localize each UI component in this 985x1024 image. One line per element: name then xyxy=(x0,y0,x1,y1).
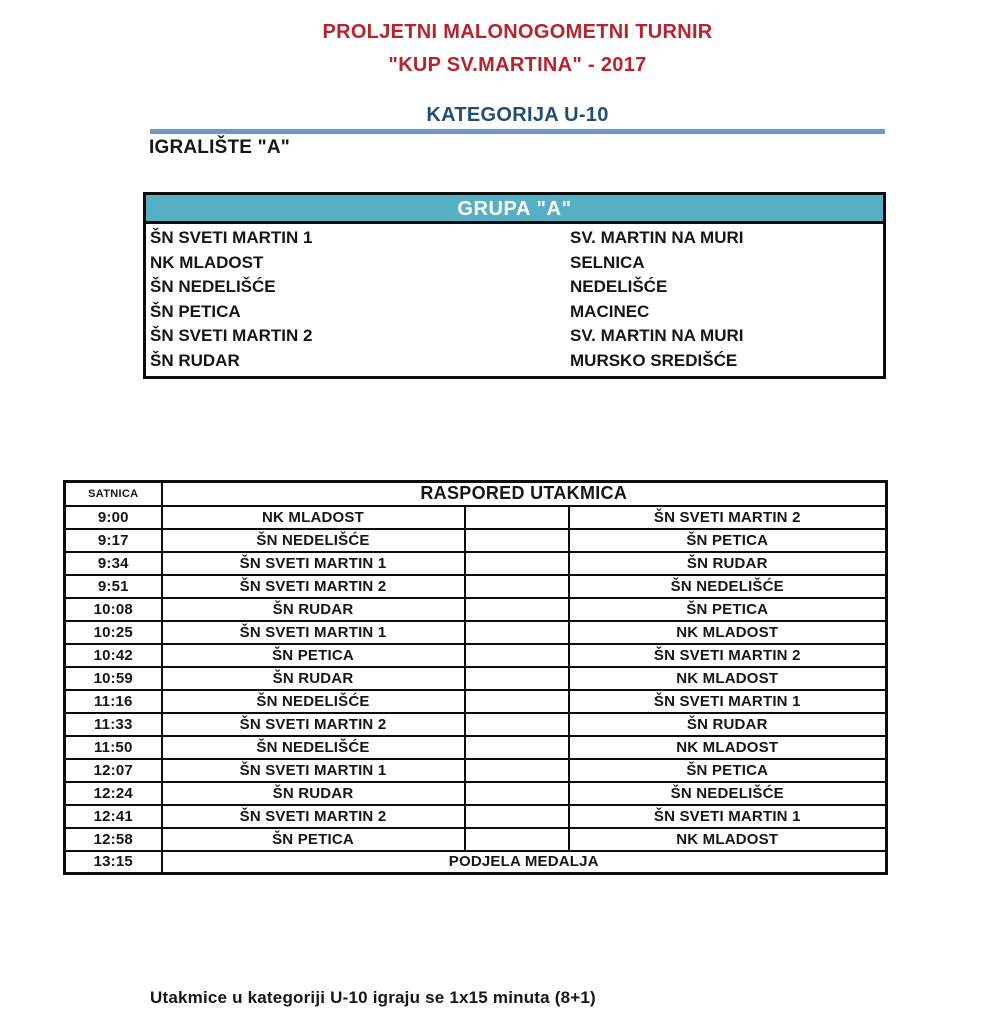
home-team: ŠN SVETI MARTIN 1 xyxy=(162,621,465,644)
match-row xyxy=(65,598,887,621)
home-team: ŠN SVETI MARTIN 2 xyxy=(162,575,465,598)
result-cell xyxy=(465,690,569,713)
match-time: 11:33 xyxy=(65,713,162,736)
match-time: 12:58 xyxy=(65,828,162,851)
team-name: ŠN PETICA xyxy=(150,301,241,321)
group-team-row xyxy=(146,349,883,374)
match-time: 9:17 xyxy=(65,529,162,552)
result-cell xyxy=(465,736,569,759)
match-row xyxy=(65,690,887,713)
match-time: 12:41 xyxy=(65,805,162,828)
team-place: MACINEC xyxy=(570,301,650,321)
match-time: 9:34 xyxy=(65,552,162,575)
match-time: 12:24 xyxy=(65,782,162,805)
home-team: ŠN NEDELIŠĆE xyxy=(162,690,465,713)
match-time: 10:08 xyxy=(65,598,162,621)
result-cell xyxy=(465,667,569,690)
category-underline-rule xyxy=(150,129,885,134)
home-team: ŠN SVETI MARTIN 1 xyxy=(162,552,465,575)
match-time: 12:07 xyxy=(65,759,162,782)
result-cell xyxy=(465,552,569,575)
time-column-header: SATNICA xyxy=(65,482,162,506)
home-team: ŠN SVETI MARTIN 2 xyxy=(162,713,465,736)
result-cell xyxy=(465,644,569,667)
match-time: 10:42 xyxy=(65,644,162,667)
team-name: ŠN RUDAR xyxy=(150,350,240,370)
category-heading: KATEGORIJA U-10 xyxy=(426,104,609,126)
away-team: ŠN PETICA xyxy=(569,759,887,782)
document-title: PROLJETNI MALONOGOMETNI TURNIR xyxy=(322,21,713,43)
away-team: ŠN NEDELIŠĆE xyxy=(569,782,887,805)
result-cell xyxy=(465,805,569,828)
result-cell xyxy=(465,759,569,782)
away-team: NK MLADOST xyxy=(569,667,887,690)
document-subtitle: "KUP SV.MARTINA" - 2017 xyxy=(388,54,647,76)
away-team: ŠN RUDAR xyxy=(569,552,887,575)
match-row xyxy=(65,506,887,529)
home-team: ŠN SVETI MARTIN 1 xyxy=(162,759,465,782)
group-team-row xyxy=(146,251,883,276)
match-row xyxy=(65,828,887,851)
away-team: ŠN NEDELIŠĆE xyxy=(569,575,887,598)
away-team: NK MLADOST xyxy=(569,828,887,851)
group-a-header: GRUPA "A" xyxy=(146,195,883,224)
away-team: ŠN RUDAR xyxy=(569,713,887,736)
away-team: ŠN PETICA xyxy=(569,529,887,552)
schedule-header-row xyxy=(65,482,887,506)
away-team: ŠN SVETI MARTIN 1 xyxy=(569,805,887,828)
home-team: ŠN SVETI MARTIN 2 xyxy=(162,805,465,828)
group-team-row xyxy=(146,324,883,349)
team-name: ŠN NEDELIŠĆE xyxy=(150,277,276,297)
match-time: 10:59 xyxy=(65,667,162,690)
match-row xyxy=(65,713,887,736)
medal-ceremony-label: PODJELA MEDALJA xyxy=(162,851,887,874)
group-a-table xyxy=(143,192,886,379)
away-team: ŠN SVETI MARTIN 2 xyxy=(569,644,887,667)
team-place: NEDELIŠĆE xyxy=(570,277,668,297)
medal-ceremony-row xyxy=(65,851,887,874)
team-place: SV. MARTIN NA MURI xyxy=(570,228,744,248)
group-team-row xyxy=(146,226,883,251)
home-team: ŠN NEDELIŠĆE xyxy=(162,736,465,759)
team-place: SELNICA xyxy=(570,252,645,272)
match-time: 9:00 xyxy=(65,506,162,529)
match-time: 11:50 xyxy=(65,736,162,759)
match-row xyxy=(65,529,887,552)
field-a-label: IGRALIŠTE "A" xyxy=(149,137,290,158)
away-team: NK MLADOST xyxy=(569,621,887,644)
match-time: 13:15 xyxy=(65,851,162,874)
team-name: ŠN SVETI MARTIN 1 xyxy=(150,228,313,248)
match-row xyxy=(65,782,887,805)
group-a-team-list xyxy=(146,224,883,376)
group-team-row xyxy=(146,300,883,325)
team-name: NK MLADOST xyxy=(150,252,264,272)
team-place: SV. MARTIN NA MURI xyxy=(570,326,744,346)
team-name: ŠN SVETI MARTIN 2 xyxy=(150,326,313,346)
match-row xyxy=(65,644,887,667)
match-time: 11:16 xyxy=(65,690,162,713)
footer-note: Utakmice u kategoriji U-10 igraju se 1x15 minuta (8+1) xyxy=(150,988,596,1007)
match-row xyxy=(65,575,887,598)
group-team-row xyxy=(146,275,883,300)
home-team: ŠN PETICA xyxy=(162,644,465,667)
home-team: ŠN PETICA xyxy=(162,828,465,851)
match-row xyxy=(65,805,887,828)
schedule-title-header: RASPORED UTAKMICA xyxy=(162,482,887,506)
away-team: ŠN SVETI MARTIN 2 xyxy=(569,506,887,529)
match-row xyxy=(65,736,887,759)
result-cell xyxy=(465,621,569,644)
away-team: ŠN PETICA xyxy=(569,598,887,621)
match-row xyxy=(65,759,887,782)
result-cell xyxy=(465,506,569,529)
match-schedule-table xyxy=(63,480,888,875)
home-team: ŠN RUDAR xyxy=(162,667,465,690)
match-row xyxy=(65,667,887,690)
match-time: 9:51 xyxy=(65,575,162,598)
result-cell xyxy=(465,598,569,621)
match-time: 10:25 xyxy=(65,621,162,644)
away-team: ŠN SVETI MARTIN 1 xyxy=(569,690,887,713)
home-team: ŠN RUDAR xyxy=(162,598,465,621)
home-team: ŠN NEDELIŠĆE xyxy=(162,529,465,552)
match-row xyxy=(65,552,887,575)
result-cell xyxy=(465,575,569,598)
result-cell xyxy=(465,782,569,805)
match-row xyxy=(65,621,887,644)
home-team: ŠN RUDAR xyxy=(162,782,465,805)
result-cell xyxy=(465,713,569,736)
away-team: NK MLADOST xyxy=(569,736,887,759)
result-cell xyxy=(465,828,569,851)
result-cell xyxy=(465,529,569,552)
home-team: NK MLADOST xyxy=(162,506,465,529)
team-place: MURSKO SREDIŠĆE xyxy=(570,350,738,370)
